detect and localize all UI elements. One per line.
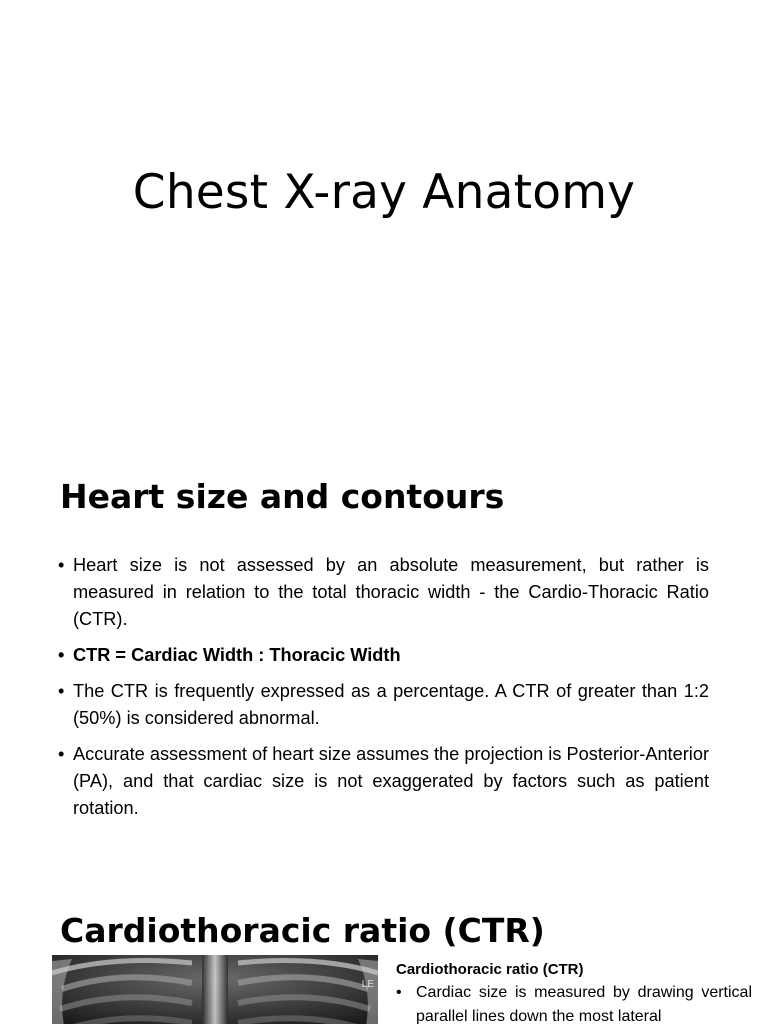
bullet-item — [58, 678, 709, 732]
ctr-slide — [0, 875, 768, 1024]
xray-side-marker: LE — [361, 979, 374, 990]
heart-size-slide — [0, 455, 768, 875]
bullet-text: Cardiac size is measured by drawing vertical parallel lines down the most lateral — [416, 984, 752, 1024]
bullet-text: Accurate assessment of heart size assumes the projection is Posterior-Anterior (PA), and that cardiac size is not exaggerated by factors such as patient rotation. — [73, 744, 709, 818]
title-slide — [0, 0, 768, 455]
bullet-list — [58, 552, 709, 831]
bullet-item — [58, 642, 709, 669]
slide-heading: Heart size and contours — [60, 477, 505, 516]
ctr-side-panel — [396, 961, 752, 1024]
bullet-dot-icon: • — [58, 744, 65, 764]
chest-xray-graphic — [52, 955, 378, 1024]
presentation-title: Chest X-ray Anatomy — [132, 165, 636, 220]
bullet-item — [58, 552, 709, 633]
side-panel-title: Cardiothoracic ratio (CTR) — [396, 961, 584, 978]
side-panel-bullet — [396, 981, 752, 1024]
bullet-dot-icon: • — [58, 645, 65, 665]
bullet-dot-icon: • — [58, 681, 65, 701]
bullet-dot-icon: • — [396, 984, 402, 1001]
bullet-text: The CTR is frequently expressed as a percentage. A CTR of greater than 1:2 (50%) is considered abnormal. — [73, 681, 709, 728]
bullet-text: CTR = Cardiac Width : Thoracic Width — [73, 645, 401, 665]
slide-heading: Cardiothoracic ratio (CTR) — [60, 911, 545, 950]
bullet-item — [58, 741, 709, 822]
bullet-text: Heart size is not assessed by an absolute measurement, but rather is measured in relation to the total thoracic width - the Cardio-Thoracic Ratio (CTR). — [73, 555, 709, 629]
bullet-dot-icon: • — [58, 555, 65, 575]
chest-xray-image — [52, 955, 378, 1024]
